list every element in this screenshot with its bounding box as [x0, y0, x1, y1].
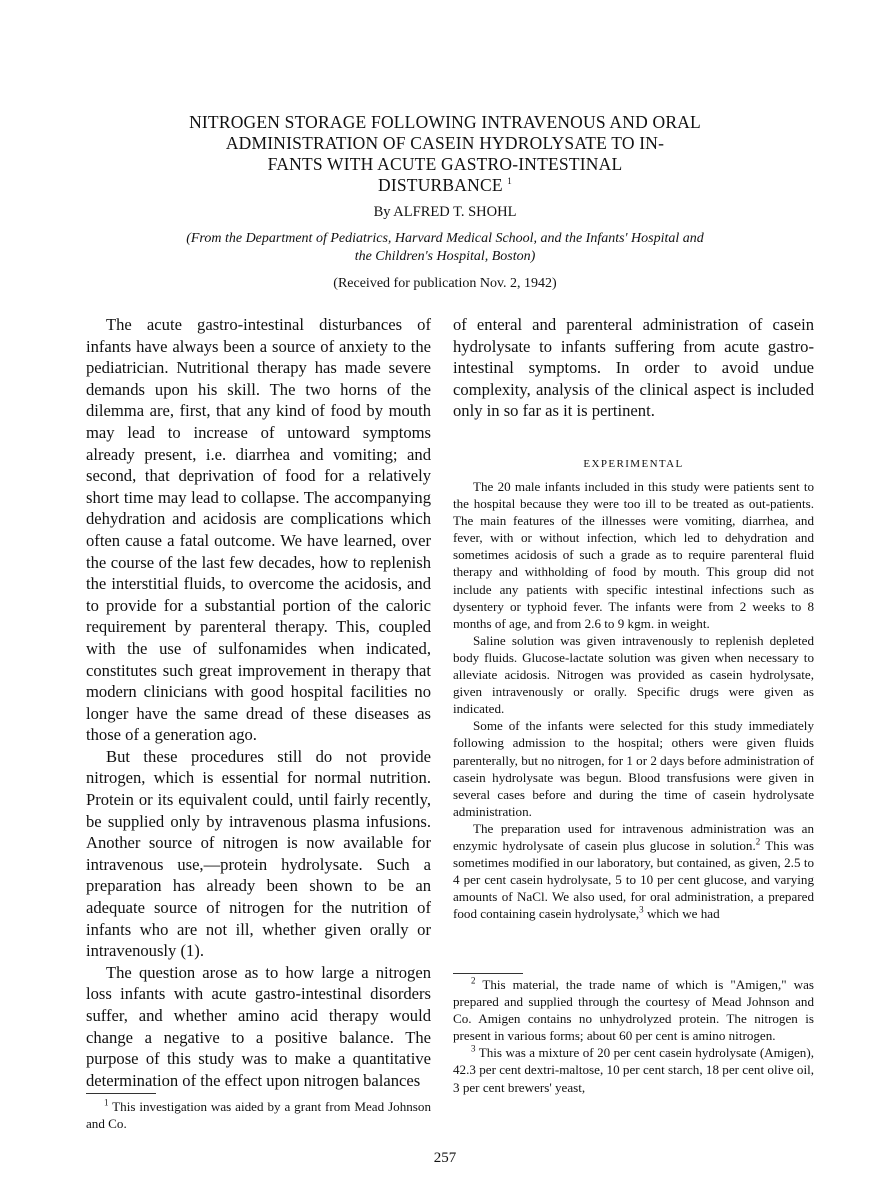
- title-footnote-mark: 1: [507, 176, 512, 187]
- intro-paragraph-2: But these procedures still do not provide nitrogen, which is essential for normal nutrition. Protein or its equivalent could, until fairly recently, be supplied only by intravenous plasma infusions. Another source of nitrogen is now available for intravenous use,—protein hydrolysate. Such a preparation has already been shown to be an adequate source of nitrogen for the nutrition of infants who are not ill, whether given orally or intravenously (1).: [86, 746, 431, 961]
- title-line-4-text: DISTURBANCE: [378, 175, 503, 195]
- article-title: [90, 112, 800, 196]
- footnote-2-mark: 2: [471, 975, 476, 986]
- page-number: 257: [433, 1150, 457, 1166]
- experimental-paragraph-4: [453, 820, 814, 923]
- experimental-section: [453, 478, 814, 922]
- footnote-2: [453, 976, 814, 1044]
- footnote-3-mark: 3: [471, 1044, 476, 1055]
- section-heading-experimental: EXPERIMENTAL: [583, 458, 684, 470]
- affiliation-line-1: (From the Department of Pediatrics, Harvard Medical School, and the Infants' Hospital and: [186, 231, 704, 246]
- experimental-paragraph-2: Saline solution was given intravenously to replenish depleted body fluids. Glucose-lactate solution was given when necessary to alleviate acidosis. Nitrogen was provided as casein hydrolysate, given intravenously or orally. Specific drugs were given as indicated.: [453, 632, 814, 717]
- experimental-p4-part-c: which we had: [643, 906, 720, 922]
- title-line-3: FANTS WITH ACUTE GASTRO-INTESTINAL: [267, 154, 623, 174]
- footnote-rule-right: [453, 973, 523, 974]
- author-byline: By ALFRED T. SHOHL: [373, 204, 517, 220]
- footnote-1: [86, 1098, 431, 1132]
- footnote-3-ref: 3: [639, 904, 644, 915]
- footnote-1-text: This investigation was aided by a grant from Mead Johnson and Co.: [86, 1099, 431, 1132]
- experimental-paragraph-3: Some of the infants were selected for this study immediately following admission to the hospital; others were given fluids parenterally, but no nitrogen, for 1 or 2 days before administration of casein hydrolysate was begun. Blood transfusions were given in several cases before and during the time of casein hydrolysate administration.: [453, 718, 814, 819]
- footnote-3: [453, 1044, 814, 1095]
- title-line-2: ADMINISTRATION OF CASEIN HYDROLYSATE TO IN-: [225, 133, 665, 153]
- footnote-rule-left: [86, 1093, 156, 1094]
- affiliation-line-2: the Children's Hospital, Boston): [354, 249, 536, 264]
- experimental-paragraph-1: The 20 male infants included in this study were patients sent to the hospital because they were too ill to be treated as out-patients. The main features of the illnesses were vomiting, diarrhea, and fever, with or without infection, which led to dehydration and sometimes acidosis of such a grade as to require parenteral fluid therapy and withholding of food by mouth. This group did not include any patients with specific intestinal infections such as dysentery or typhoid fever. The infants were from 2 weeks to 8 months of age, and from 2.6 to 9 kgm. in weight.: [453, 479, 814, 631]
- experimental-p4-part-a: The preparation used for intravenous administration was an enzymic hydrolysate of casein plus glucose in solution.: [453, 820, 814, 853]
- received-date: (Received for publication Nov. 2, 1942): [333, 276, 557, 291]
- intro-paragraph-3: The question arose as to how large a nitrogen loss infants with acute gastro-intestinal disorders suffer, and whether amino acid therapy would change a negative to a positive balance. The purpose of this study was to make a quantitative determination of the effect upon nitrogen balances: [86, 962, 431, 1090]
- intro-paragraph-1: The acute gastro-intestinal disturbances of infants have always been a source of anxiety to the pediatrician. Nutritional therapy has made severe demands upon his skill. The two horns of the dilemma are, first, that any kind of food by mouth may lead to increase of untoward symptoms already present, i.e. diarrhea and vomiting; and second, that deprivation of food for a relatively short time may lead to collapse. The accompanying dehydration and acidosis are complications which often cause a fatal outcome. We have learned, over the course of the last few decades, how to replenish the interstitial fluids, to overcome the acidosis, and to provide for a substantial portion of the caloric requirement by parenteral therapy. This, coupled with the use of sulfonamides when indicated, constitutes such great improvement in therapy that modern clinicians with good hospital facilities no longer have the same dread of these diseases as those of a generation ago.: [86, 315, 431, 745]
- author-affiliation: [110, 230, 780, 266]
- footnote-3-text: This was a mixture of 20 per cent casein hydrolysate (Amigen), 42.3 per cent dextri-maltose, 10 per cent starch, 18 per cent olive oil, 3 per cent brewers' yeast,: [453, 1045, 814, 1095]
- footnote-1-mark: 1: [104, 1097, 109, 1108]
- footnote-2-text: This material, the trade name of which is "Amigen," was prepared and supplied through the courtesy of Mead Johnson and Co. Amigen contains no unhydrolyzed protein. The nitrogen is present in various forms; about 60 per cent is amino nitrogen.: [453, 977, 814, 1044]
- right-footnotes: [453, 976, 814, 1096]
- title-line-4: [90, 175, 800, 196]
- right-column-continuation: [453, 314, 814, 422]
- title-line-1: NITROGEN STORAGE FOLLOWING INTRAVENOUS AND ORAL: [189, 112, 701, 132]
- experimental-p4-part-b: This was sometimes modified in our laboratory, but contained, as given, 2.5 to 4 per cent casein hydrolysate, 5 to 10 per cent glucose, and varying amounts of NaCl. We also used, for oral administration, a prepared food containing casein hydrolysate,: [453, 837, 814, 922]
- footnote-2-ref: 2: [755, 836, 761, 847]
- continuation-paragraph: of enteral and parenteral administration of casein hydrolysate to infants suffering from acute gastro-intestinal symptoms. In order to avoid undue complexity, analysis of the clinical aspect is included only in so far as it is pertinent.: [453, 315, 814, 421]
- left-column: [86, 314, 431, 1091]
